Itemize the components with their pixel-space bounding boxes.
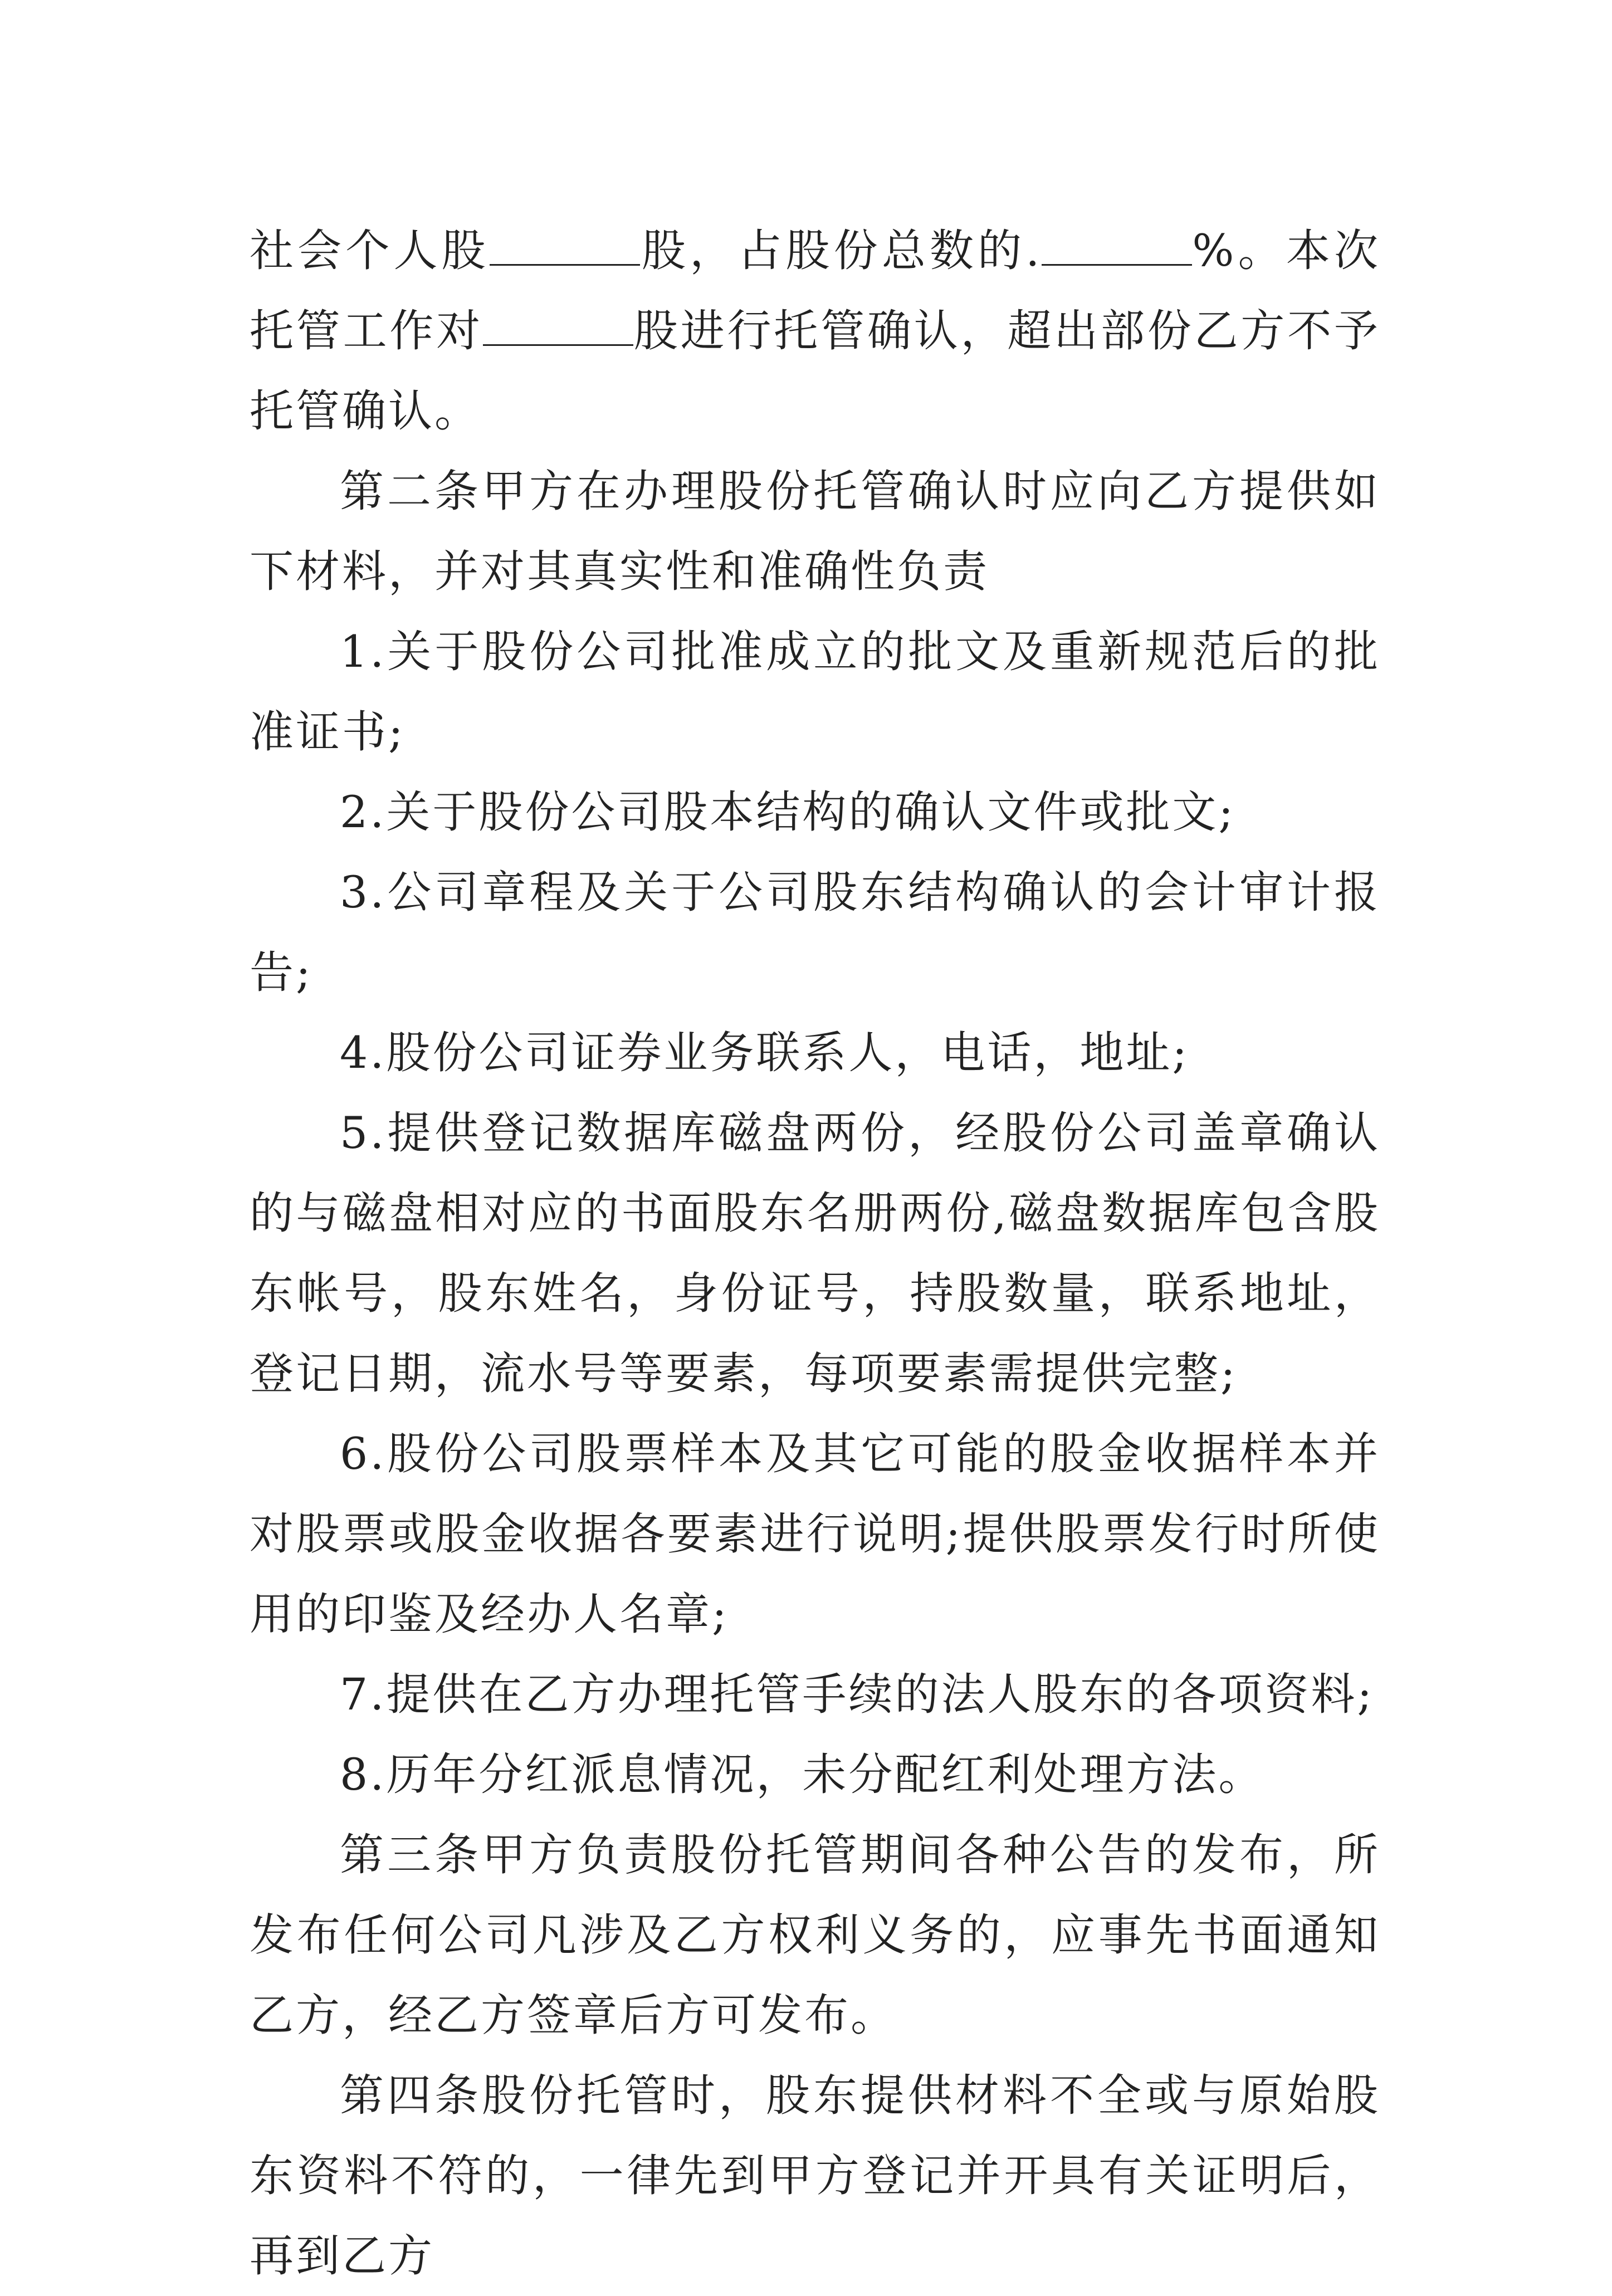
list-item: 7.提供在乙方办理托管手续的法人股东的各项资料; xyxy=(340,1669,1374,1720)
intro-text-2: 股，占股份总数的. xyxy=(639,225,1042,276)
article-2: 第二条甲方在办理股份托管确认时应向乙方提供如下材料，并对其真实性和准确性负责 xyxy=(250,466,1380,597)
list-item: 1.关于股份公司批准成立的批文及重新规范后的批准证书; xyxy=(250,626,1380,758)
blank-field-confirm-shares xyxy=(483,311,633,346)
list-item: 3.公司章程及关于公司股东结构确认的会计审计报告; xyxy=(250,867,1380,998)
intro-text-3: %。本次托管工作对 xyxy=(250,225,1380,356)
intro-text-4: 股进行托管确认，超出部份乙方不予托管确认。 xyxy=(250,305,1381,437)
intro-text-1: 社会个人股 xyxy=(250,225,490,276)
intro-paragraph xyxy=(250,211,1380,451)
list-item: 8.历年分红派息情况，未分配红利处理方法。 xyxy=(340,1749,1265,1800)
list-item: 4.股份公司证券业务联系人，电话，地址; xyxy=(340,1027,1189,1078)
list-item: 6.股份公司股票样本及其它可能的股金收据样本并对股票或股金收据各要素进行说明;提供股票发行时所使用的印鉴及经办人名章; xyxy=(250,1428,1380,1640)
document-body xyxy=(250,211,1380,2296)
article-3: 第三条甲方负责股份托管期间各种公告的发布，所发布任何公司凡涉及乙方权利义务的，应事先书面通知乙方，经乙方签章后方可发布。 xyxy=(250,1829,1380,2041)
article-4: 第四条股份托管时，股东提供材料不全或与原始股东资料不符的，一律先到甲方登记并开具有关证明后，再到乙方 xyxy=(250,2070,1380,2282)
list-item: 2.关于股份公司股本结构的确认文件或批文; xyxy=(340,786,1235,838)
blank-field-percent xyxy=(1042,231,1192,266)
blank-field-shares xyxy=(490,231,640,266)
list-item: 5.提供登记数据库磁盘两份，经股份公司盖章确认的与磁盘相对应的书面股东名册两份,磁盘数据库包含股东帐号，股东姓名，身份证号，持股数量，联系地址，登记日期，流水号等要素，每项要素需提供完整; xyxy=(250,1107,1380,1399)
